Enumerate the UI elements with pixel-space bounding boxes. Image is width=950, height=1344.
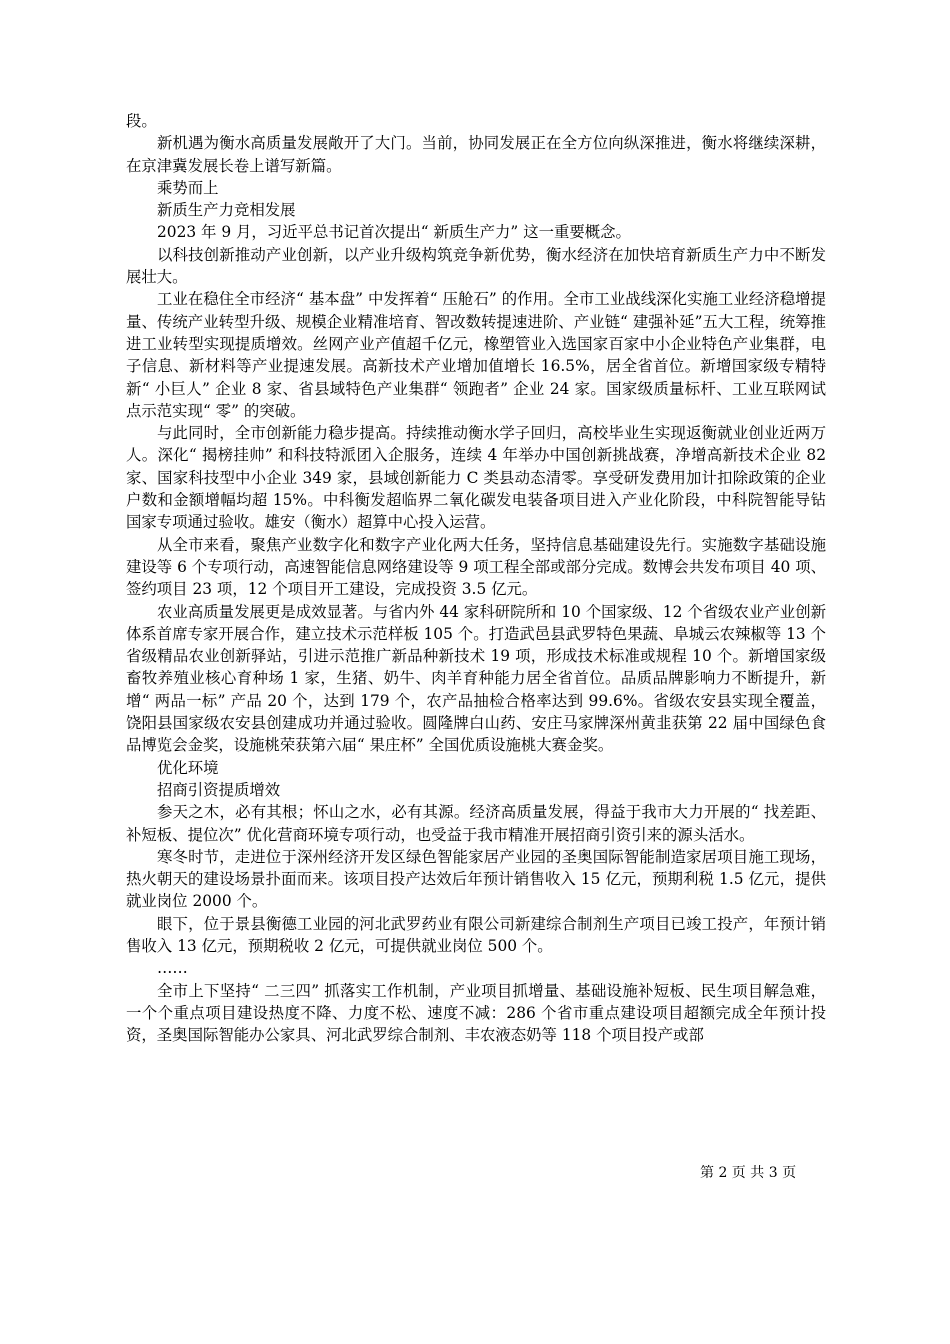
section-heading: 优化环境 [157,758,219,777]
paragraph: 寒冬时节，走进位于深州经济开发区绿色智能家居产业园的圣奥国际智能制造家居项目施工现场，热火朝天的建设场景扑面而来。该项目投产达效后年预计销售收入 15 亿元，预期利税 1.5 亿元，提供就业岗位 2000 个。 [126,847,826,911]
paragraph: 从全市来看，聚焦产业数字化和数字产业化两大任务，坚持信息基础建设先行。实施数字基础设施建设等 6 个专项行动，高速智能信息网络建设等 9 项工程全部或部分完成。数博会共发布项目 40 项、签约项目 23 项，12 个项目开工建设，完成投资 3.5 亿元。 [126,535,826,599]
paragraph: 全市上下坚持“ 二三四” 抓落实工作机制，产业项目抓增量、基础设施补短板、民生项目解急难，一个个重点项目建设热度不降、力度不松、速度不减：286 个省市重点建设项目超额完成全年预计投资，圣奥国际智能办公家具、河北武罗综合制剂、丰农液态奶等 118 个项目投产或部 [126,981,826,1045]
paragraph-continuation: 段。 [126,112,157,130]
paragraph: 新机遇为衡水高质量发展敞开了大门。当前，协同发展正在全方位向纵深推进，衡水将继续深耕，在京津冀发展长卷上谱写新篇。 [126,134,826,175]
paragraph: 参天之木，必有其根；怀山之水，必有其源。经济高质量发展，得益于我市大力开展的“ 找差距、补短板、提位次” 优化营商环境专项行动，也受益于我市精准开展招商引资引来的源头活水。 [126,803,826,844]
paragraph: 农业高质量发展更是成效显著。与省内外 44 家科研院所和 10 个国家级、12 个省级农业产业创新体系首席专家开展合作，建立技术示范样板 105 个。打造武邑县武罗特色果蔬、阜城云农辣椒等 13 个省级精品农业创新驿站，引进示范推广新品种新技术 19 项，形成技术标准或规程 10 个。新增国家级畜牧养殖业核心育种场 1 家，生猪、奶牛、肉羊育种能力居全省首位。品质品牌影响力不断提升，新增“ 两品一标” 产品 20 个，达到 179 个，农产品抽检合格率达到 99.6%。省级农安县实现全覆盖，饶阳县国家级农安县创建成功并通过验收。圆隆牌白山药、安庄马家牌深州黄韭获第 22 届中国绿色食品博览会金奖，设施桃荣获第六届“ 果庄杯” 全国优质设施桃大赛金奖。 [126,602,826,755]
paragraph: 2023 年 9 月，习近平总书记首次提出“ 新质生产力” 这一重要概念。 [157,223,631,242]
section-heading: 乘势而上 [157,178,219,197]
paragraph: 眼下，位于景县衡德工业园的河北武罗药业有限公司新建综合制剂生产项目已竣工投产，年预计销售收入 13 亿元，预期税收 2 亿元，可提供就业岗位 500 个。 [126,914,826,955]
paragraph: 以科技创新推动产业创新，以产业升级构筑竞争新优势，衡水经济在加快培育新质生产力中不断发展壮大。 [126,245,826,287]
paragraph: 工业在稳住全市经济“ 基本盘” 中发挥着“ 压舱石” 的作用。全市工业战线深化实施工业经济稳增提量、传统产业转型升级、规模企业精准培育、智改数转提速进阶、产业链“ 建强补延”五大工程，统筹推进工业转型实现提质增效。丝网产业产值超千亿元，橡塑管业入选国家百家中小企业特色产业集群，电子信息、新材料等产业提速发展。高新技术产业增加值增长 16.5%，居全省首位。新增国家级专精特新“ 小巨人” 企业 8 家、省县域特色产业集群“ 领跑者” 企业 24 家。国家级质量标杆、工业互联网试点示范实现“ 零” 的突破。 [126,290,826,420]
page-number-footer: 第 2 页 共 3 页 [700,1165,797,1181]
section-subheading: 招商引资提质增效 [157,780,281,799]
article-body [126,110,826,1046]
ellipsis: …… [157,959,188,978]
paragraph: 与此同时，全市创新能力稳步提高。持续推动衡水学子回归，高校毕业生实现返衡就业创业近两万人。深化“ 揭榜挂帅” 和科技特派团入企服务，连续 4 年举办中国创新挑战赛，净增高新技术企业 82 家、国家科技型中小企业 349 家，县域创新能力 C 类县动态清零。享受研发费用加计扣除政策的企业户数和金额增幅均超 15%。中科衡发超临界二氧化碳发电装备项目进入产业化阶段，中科院智能导钻国家专项通过验收。雄安（衡水）超算中心投入运营。 [126,424,826,532]
section-subheading: 新质生产力竞相发展 [157,201,296,220]
